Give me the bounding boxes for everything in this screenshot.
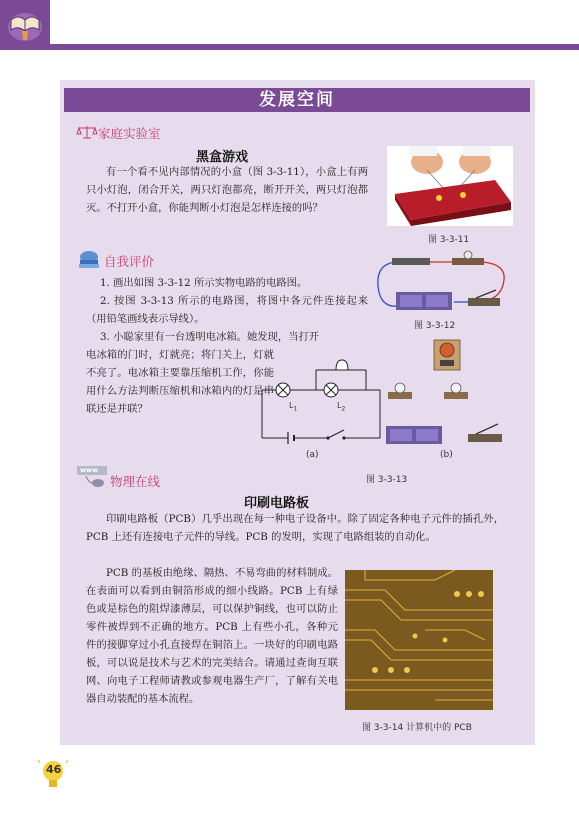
page-header xyxy=(0,0,579,50)
switch-component xyxy=(468,424,502,442)
black-box-photo xyxy=(387,146,513,226)
pcb-detail-text: PCB 的基板由绝缘、隔热、不易弯曲的材料制成。在表面可以看到由铜箔形成的细小线路。PCB 上有绿色或是棕色的阻焊漆薄层，可以保护铜线，也可以防止零件被焊到不正确的地方。PCB 上有些小孔，各种元件的接脚穿过小孔直接焊在铜箔上。一块好的印刷电路板，可以说是技术与艺术的完美结合。请通过查询互联网、向电子工程师请教或参观电器生产厂，了解有关电器自动装配的基本流程。 xyxy=(86,567,338,705)
label-b: (b) xyxy=(440,450,453,460)
pcb-title: 印刷电路板 xyxy=(244,496,310,511)
www-label: www xyxy=(80,466,99,474)
online-heading: 物理在线 xyxy=(110,474,161,489)
bell-symbol xyxy=(336,360,348,370)
lamp-l1-symbol xyxy=(276,383,290,397)
lamp-l1-label: $L_1$ xyxy=(289,401,298,413)
battery-symbol xyxy=(288,432,294,444)
books-icon xyxy=(76,248,102,270)
book-logo xyxy=(0,0,50,50)
pcb-intro-text: 印刷电路板（PCB）几乎出现在每一种电子设备中。除了固定各种电子元件的插孔外，PCB 上还有连接电子元件的导线。PCB 的发明，实现了电路组装的自动化。 xyxy=(86,513,504,543)
balance-scale-icon xyxy=(76,124,98,140)
page-number: 46 xyxy=(46,763,62,776)
lamp-component-2 xyxy=(444,383,468,399)
pcb-photo xyxy=(345,570,493,710)
banner-title: 发展空间 xyxy=(259,90,335,110)
question-3-first-line: 3. 小聪家里有一台透明电冰箱。她发现，当打开 xyxy=(100,331,320,343)
lamp-component-1 xyxy=(388,383,412,399)
fig-3-3-13b-components xyxy=(384,336,510,448)
fig-3-3-13a-circuit-diagram xyxy=(256,348,390,444)
question-2: 2. 按图 3-3-13 所示的电路图，将图中各元件连接起来（用铅笔画线表示导线）。 xyxy=(86,295,368,325)
electric-bell-component xyxy=(434,340,460,370)
fig-3-3-14-caption: 图 3-3-14 计算机中的 PCB xyxy=(362,723,472,733)
lamp-l2-symbol xyxy=(324,383,338,397)
lamp-l2-label: $L_2$ xyxy=(337,401,346,413)
section-banner xyxy=(64,88,530,112)
fig-3-3-11-caption: 图 3-3-11 xyxy=(428,235,470,245)
label-a: (a) xyxy=(306,450,319,460)
fig-3-3-13-caption: 图 3-3-13 xyxy=(366,475,408,485)
question-3-text: 电冰箱的门时，灯就亮；将门关上，灯就不亮了。电冰箱主要靠压缩机工作，你能用什么方法判断压缩机和冰箱内的灯是串联还是并联？ xyxy=(86,349,274,415)
self-eval-heading: 自我评价 xyxy=(104,254,155,269)
fig-3-3-12-caption: 图 3-3-12 xyxy=(414,321,456,331)
black-box-title: 黑盒游戏 xyxy=(196,150,249,165)
home-lab-heading: 家庭实验室 xyxy=(98,126,161,141)
battery-pack-component xyxy=(386,426,442,444)
computer-mouse-icon xyxy=(76,464,108,490)
black-box-text: 有一个看不见内部情况的小盒（图 3-3-11），小盒上有两只小灯泡，闭合开关，两只灯泡都亮，断开开关，两只灯泡都灭。不打开小盒，你能判断小灯泡是怎样连接的吗？ xyxy=(86,166,368,214)
question-1: 1. 画出如图 3-3-12 所示实物电路的电路图。 xyxy=(100,277,308,289)
header-rule xyxy=(50,44,579,50)
fig-3-3-12-circuit-photo xyxy=(372,250,512,316)
open-book-icon xyxy=(0,0,50,50)
